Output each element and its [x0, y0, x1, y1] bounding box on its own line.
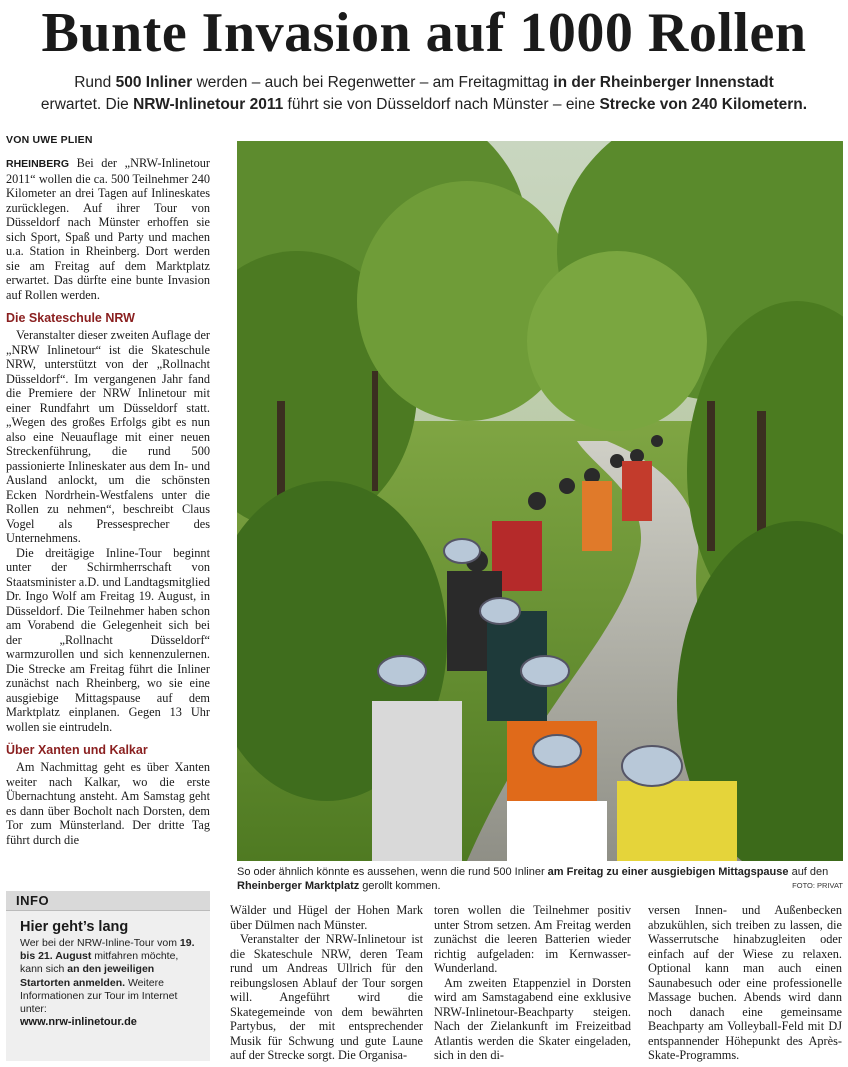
paragraph: Am zweiten Etappenziel in Dorsten wird am Samstagabend eine exklusive NRW-Inlinetour-Beachparty steigen. Nach der Zielankunft im Freizeitbad Atlantis werden die Skater eingeladen, sich in den di-	[434, 975, 631, 1062]
subheading-skateschule: Die Skateschule NRW	[6, 311, 135, 325]
info-text: Wer bei der NRW-Inline-Tour vom 19. bis 21. August mitfahren möchte, kann sich an den jeweiligen Startorten anmelden. Weitere Informationen zur Tour im Internet unter:	[20, 937, 195, 1016]
paragraph: Am Nachmittag geht es über Xanten weiter nach Kalkar, wo die erste Übernachtung ansteht. Am Samstag geht es dann über Bocholt nach Dorsten, dem Tor zum Münsterland. Der dritte Tag führt durch die	[6, 760, 210, 847]
deck: Rund 500 Inliner werden – auch bei Regenwetter – am Freitagmittag in der Rheinberger Innenstadt erwartet. Die NRW-Inlinetour 2011 führt sie von Düsseldorf nach Münster – eine Strecke von 240 Kilometern.	[40, 74, 808, 113]
headline: Bunte Invasion auf 1000 Rollen	[41, 2, 807, 64]
article-photo	[237, 141, 843, 861]
paragraph: toren wollen die Teilnehmer positiv unter Strom setzen. Am Freitag werden zunächst die leeren Batterien wieder richtig aufgeladen: im Kernwasser-Wunderland.	[434, 903, 631, 975]
paragraph: versen Innen- und Außenbecken abzukühlen, sich treiben zu lassen, die Wasserrutsche hinabzugleiten oder einfach auf der Wiese zu relaxen. Optional kann man auch einen Saunabesuch oder eine professionelle Massage buchen. Abends wird dann noch danach eine gemeinsame Beachparty am Volleyball-Feld mit DJ entspannender Höhepunkt des Après-Skate-Programms.	[648, 903, 842, 1062]
paragraph: Veranstalter der NRW-Inlinetour ist die Skateschule NRW, deren Team rund um Andreas Ullrich für den reibungslosen Ablauf der Tour sorgen will. Angeführt wird die Skategemeinde von dem bewährten Partybus, der mit entsprechender Musik für Schwung und gute Laune auf der Strecke sorgt. Die Organisa-	[230, 932, 423, 1062]
subheading-xanten: Über Xanten und Kalkar	[6, 743, 148, 757]
dateline: RHEINBERG	[6, 158, 70, 170]
paragraph: Veranstalter dieser zweiten Auflage der „NRW Inlinetour“ ist die Skateschule NRW, unterstützt von der „Rollnacht Düsseldorf“. Im vergangenen Jahr fand die Premiere der NRW Inlinetour mit einer Rundfahrt um Düsseldorf statt. „Wegen des großes Erfolgs gibt es nun also eine Neuauflage mit einer neuen Streckenführung, die rund 500 passionierte Inlineskater aus dem In- und Ausland anlockt, um die schönsten Ecken Nordrhein-Westfalens unter die Rollen zu nehmen“, beschreibt Claus Vogel als Pressesprecher des Unternehmens.	[6, 328, 210, 545]
info-url[interactable]: www.nrw-inlinetour.de	[20, 1016, 137, 1029]
lead-paragraph: RHEINBERG Bei der „NRW-Inlinetour 2011“ wollen die ca. 500 Teilnehmer 240 Kilometer an drei Tagen auf Inlineskates zurücklegen. Auf ihrer Tour von Düsseldorf nach Münster erhoffen sie sich Sport, Spaß und Party und machen u.a. Station in Rheinberg. Dort werden sie am Freitag auf dem Marktplatz erwartet. Das dürfte eine bunte Invasion auf Rollen werden.	[6, 156, 210, 302]
paragraph: Wälder und Hügel der Hohen Mark über Dülmen nach Münster.	[230, 903, 423, 932]
info-box	[6, 891, 210, 1061]
article-column-1	[6, 156, 210, 847]
byline: VON UWE PLIEN	[6, 134, 93, 146]
photo-caption: So oder ähnlich könnte es aussehen, wenn die rund 500 Inliner am Freitag zu einer ausgiebigen Mittagspause auf den Rheinberger Marktplatz gerollt kommen.	[237, 866, 829, 892]
paragraph: Die dreitägige Inline-Tour beginnt unter der Schirmherrschaft von Staatsminister a.D. und Landtagsmitglied Dr. Ingo Wolf am Freitag 19. August, in Düsseldorf. Die Teilnehmer haben schon am Vorabend die Gelegenheit sich bei der „Rollnacht Düsseldorf“ warmzurollen und sich kennenzulernen. Die Strecke am Freitag führt die Inliner zunächst nach Rheinberg, wo sie eine ausgiebige Mittagspause auf dem Marktplatz einplanen. Gegen 13 Uhr wollen sie eintrudeln.	[6, 545, 210, 734]
info-title: Hier geht’s lang	[20, 919, 129, 935]
article-column-3	[434, 903, 631, 1063]
article-column-2	[230, 903, 423, 1063]
photo-credit: FOTO: PRIVAT	[792, 881, 843, 890]
article-column-4	[648, 903, 842, 1063]
info-label: INFO	[6, 891, 210, 911]
